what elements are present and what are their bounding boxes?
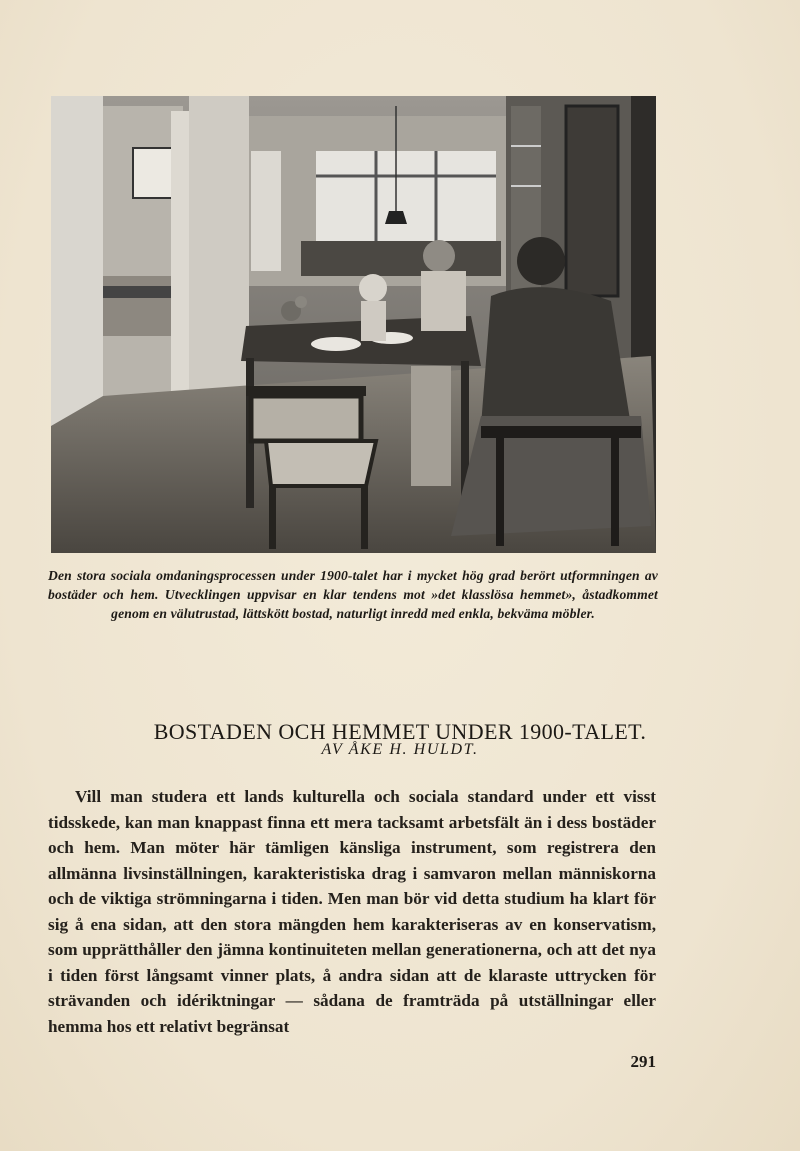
interior-photograph — [51, 96, 656, 553]
body-paragraph: Vill man studera ett lands kulturella och sociala standard under ett visst tidsskede, kan man knappast finna ett mera tacksamt arbetsfält än i dess bostäder och hem. Man möter här tämligen känsliga instrument, som registrera den allmänna livsinställningen, karakteristiska drag i samvaron mellan människorna och de viktiga strömningarna i tiden. Men man bör vid detta studium ha klart för sig å ena sidan, att den stora mängden hem karakteriseras av en konservatism, som upprätthåller den jämna kontinuiteten mellan generationerna, och att det nya i tiden först långsamt vinner plats, å andra sidan att de klaraste uttrycken för strävanden och idériktningar — sådana de framträda på utställningar eller hemma hos ett relativt begränsat — [48, 787, 656, 1036]
photograph-icon — [51, 96, 656, 553]
page-number: 291 — [630, 1052, 656, 1071]
article-title: BOSTADEN OCH HEMMET UNDER 1900-TALET. — [153, 718, 647, 744]
article-author: AV ÅKE H. HULDT. — [321, 741, 479, 758]
article-body — [48, 784, 656, 1039]
photo-caption: Den stora sociala omdaningsprocessen under 1900-talet har i mycket hög grad berört utformningen av bostäder och hem. Utvecklingen uppvisar en klar tendens mot »det klasslösa hemmet», åstadkommet genom en välutrustad, lättskött bostad, naturligt inredd med enkla, bekväma möbler. — [48, 568, 658, 622]
